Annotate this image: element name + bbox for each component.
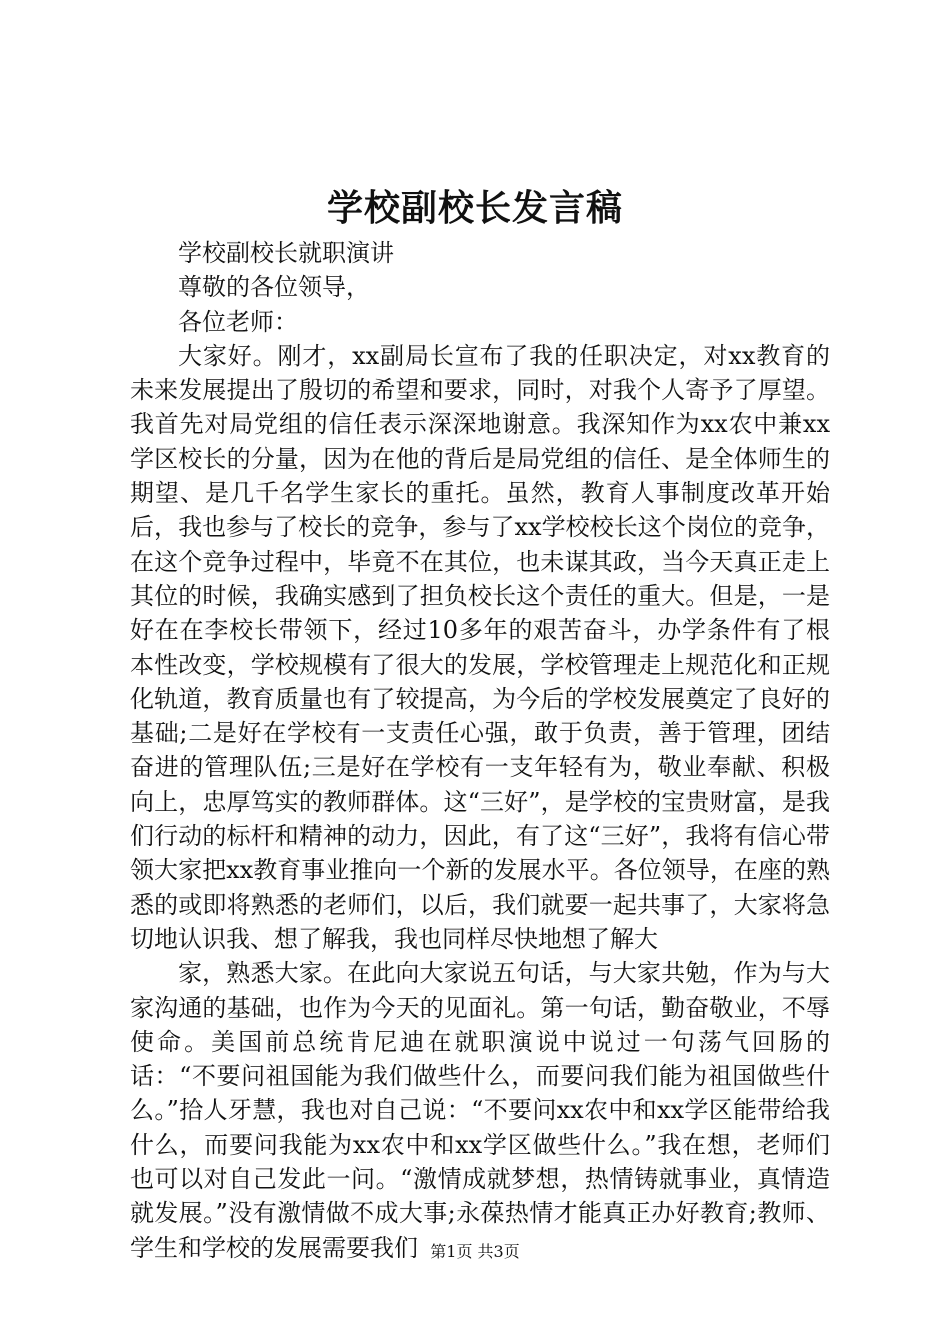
document-body [130, 236, 830, 1265]
paragraph-salutation-teachers: 各位老师： [178, 307, 298, 336]
paragraph-subtitle: 学校副校长就职演讲 [178, 239, 394, 267]
document-title: 学校副校长发言稿 [326, 187, 623, 229]
page-number-footer: 第1页 共3页 [430, 1242, 520, 1261]
paragraph-body: 家，熟悉大家。在此向大家说五句话，与大家共勉，作为与大家沟通的基础，也作为今天的见面礼。第一句话，勤奋敬业，不辱使命。美国前总统肯尼迪在就职演说中说过一句荡气回肠的话：“不要问祖国能为我们做些什么，而要问我们能为祖国做些什么。”拾人牙慧，我也对自己说：“不要问xx农中和xx学区能带给我什么，而要问我能为xx农中和xx学区做些什么。”我在想，老师们也可以对自己发此一问。“激情成就梦想，热情铸就事业，真情造就发展。”没有激情做不成大事;永葆热情才能真正办好教育;教师、学生和学校的发展需要我们 [130, 959, 830, 1262]
paragraph-salutation-leaders: 尊敬的各位领导， [178, 273, 370, 302]
paragraph-body: 大家好。刚才，xx副局长宣布了我的任职决定，对xx教育的未来发展提出了殷切的希望和要求，同时，对我个人寄予了厚望。我首先对局党组的信任表示深深地谢意。我深知作为xx农中兼xx学区校长的分量，因为在他的背后是局党组的信任、是全体师生的期望、是几千名学生家长的重托。虽然，教育人事制度改革开始后，我也参与了校长的竞争，参与了xx学校校长这个岗位的竞争，在这个竞争过程中，毕竟不在其位，也未谋其政，当今天真正走上其位的时候，我确实感到了担负校长这个责任的重大。但是，一是好在在李校长带领下，经过10多年的艰苦奋斗，办学条件有了根本性改变，学校规模有了很大的发展，学校管理走上规范化和正规化轨道，教育质量也有了较提高，为今后的学校发展奠定了良好的基础;二是好在学校有一支责任心强，敢于负责，善于管理，团结奋进的管理队伍;三是好在学校有一支年轻有为，敬业奉献、积极向上，忠厚笃实的教师群体。这“三好”，是学校的宝贵财富，是我们行动的标杆和精神的动力，因此，有了这“三好”，我将有信心带领大家把xx教育事业推向一个新的发展水平。各位领导，在座的熟悉的或即将熟悉的老师们，以后，我们就要一起共事了，大家将急切地认识我、想了解我，我也同样尽快地想了解大 [130, 341, 830, 953]
